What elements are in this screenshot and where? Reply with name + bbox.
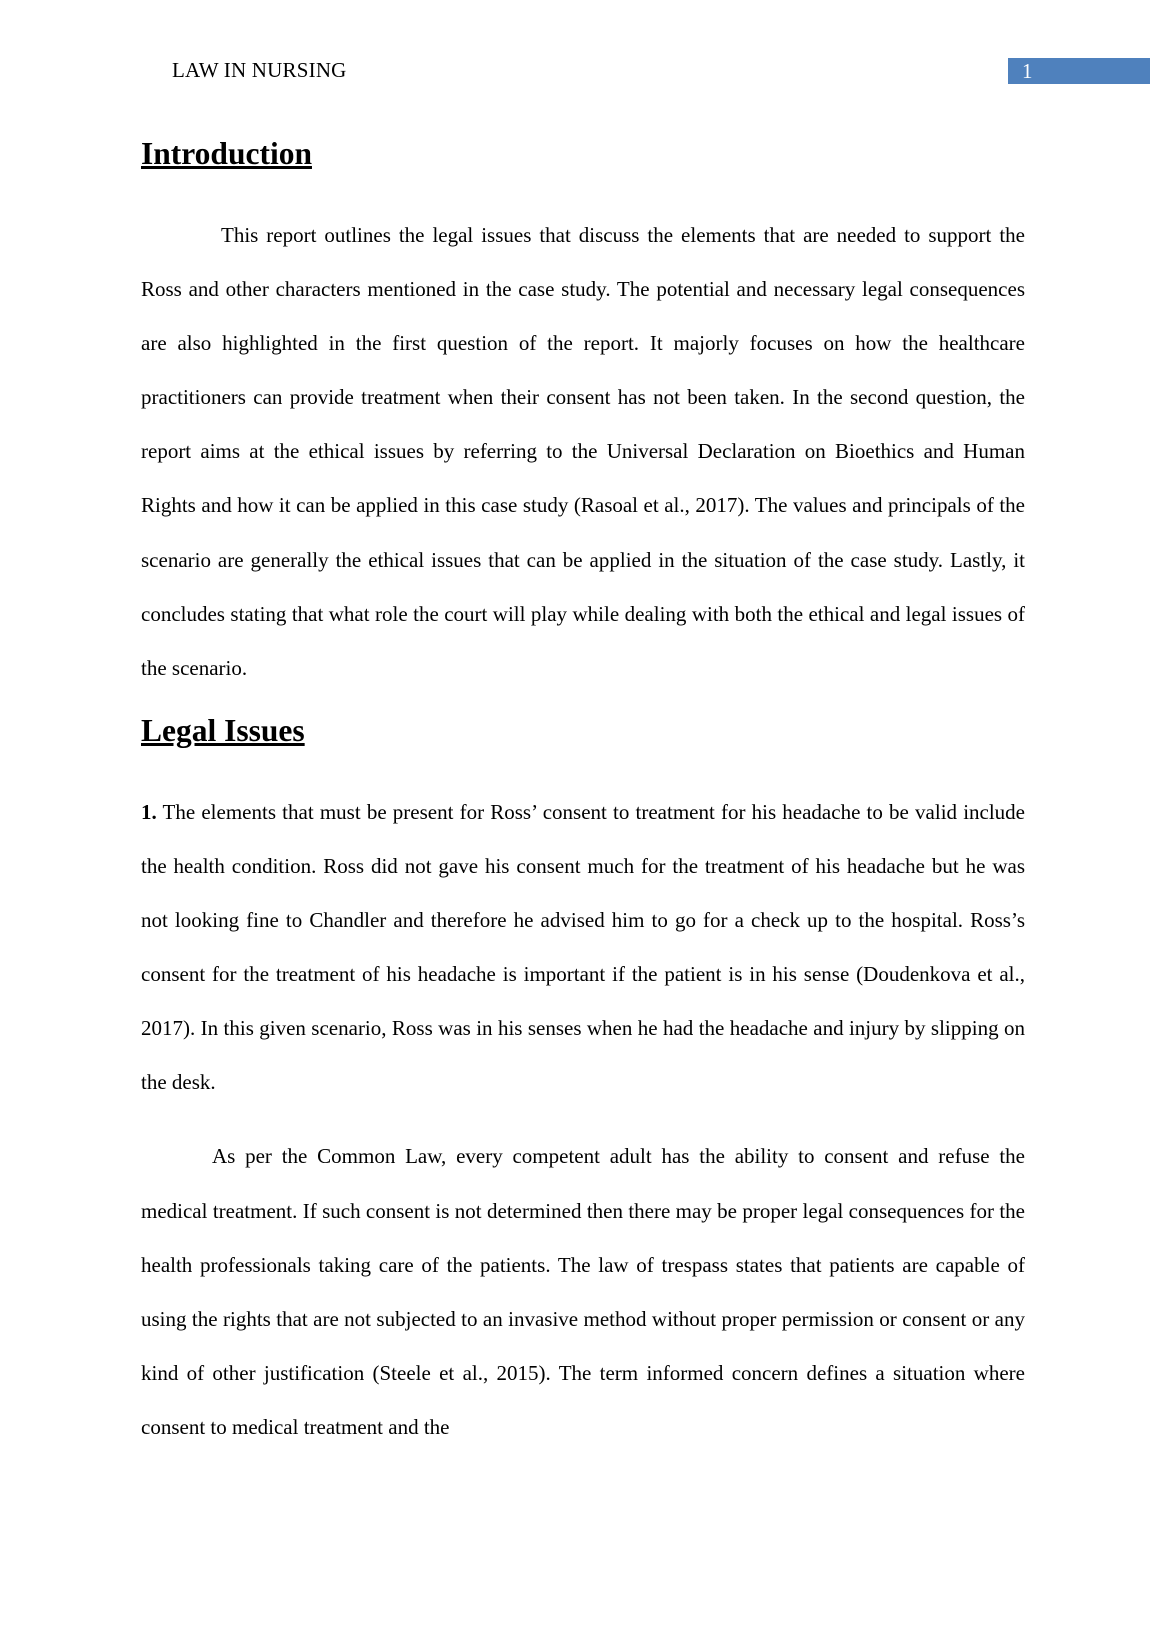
page-number: 1 [1022,59,1033,83]
introduction-heading: Introduction [141,136,312,171]
legal-issues-heading: Legal Issues [141,712,305,748]
legal-issues-paragraph-1-text: The elements that must be present for Ross’ consent to treatment for his headache to be valid include the health condition. Ross did not gave his consent much for the treatment of his headache but he was not looking fine to Chandler and therefore he advised him to go for a check up to the hospital. Ross’s consent for the treatment of his headache is important if the patient is in his sense (Doudenkova et al., 2017). In this given scenario, Ross was in his senses when he had the headache and injury by slipping on the desk. [141,799,1026,1095]
spacer [141,170,1025,208]
spacer [141,695,1025,715]
item-number: 1. [141,799,157,824]
spacer [141,1109,1025,1129]
page-number-box [1008,58,1150,84]
spacer [141,747,1025,785]
document-body [141,138,1025,1454]
legal-issues-paragraph-1 [141,785,1025,1110]
running-head: LAW IN NURSING [172,58,347,82]
introduction-paragraph: This report outlines the legal issues that discuss the elements that are needed to support the Ross and other characters mentioned in the case study. The potential and necessary legal consequences are also highlighted in the first question of the report. It majorly focuses on how the healthcare practitioners can provide treatment when their consent has not been taken. In the second question, the report aims at the ethical issues by referring to the Universal Declaration on Bioethics and Human Rights and how it can be applied in this case study (Rasoal et al., 2017). The values and principals of the scenario are generally the ethical issues that can be applied in the situation of the case study. Lastly, it concludes stating that what role the court will play while dealing with both the ethical and legal issues of the scenario. [141,223,1025,680]
legal-issues-paragraph-2: As per the Common Law, every competent adult has the ability to consent and refuse the medical treatment. If such consent is not determined then there may be proper legal consequences for the health professionals taking care of the patients. The law of trespass states that patients are capable of using the rights that are not subjected to an invasive method without proper permission or consent or any kind of other justification (Steele et al., 2015). The term informed concern defines a situation where consent to medical treatment and the [141,1144,1025,1439]
